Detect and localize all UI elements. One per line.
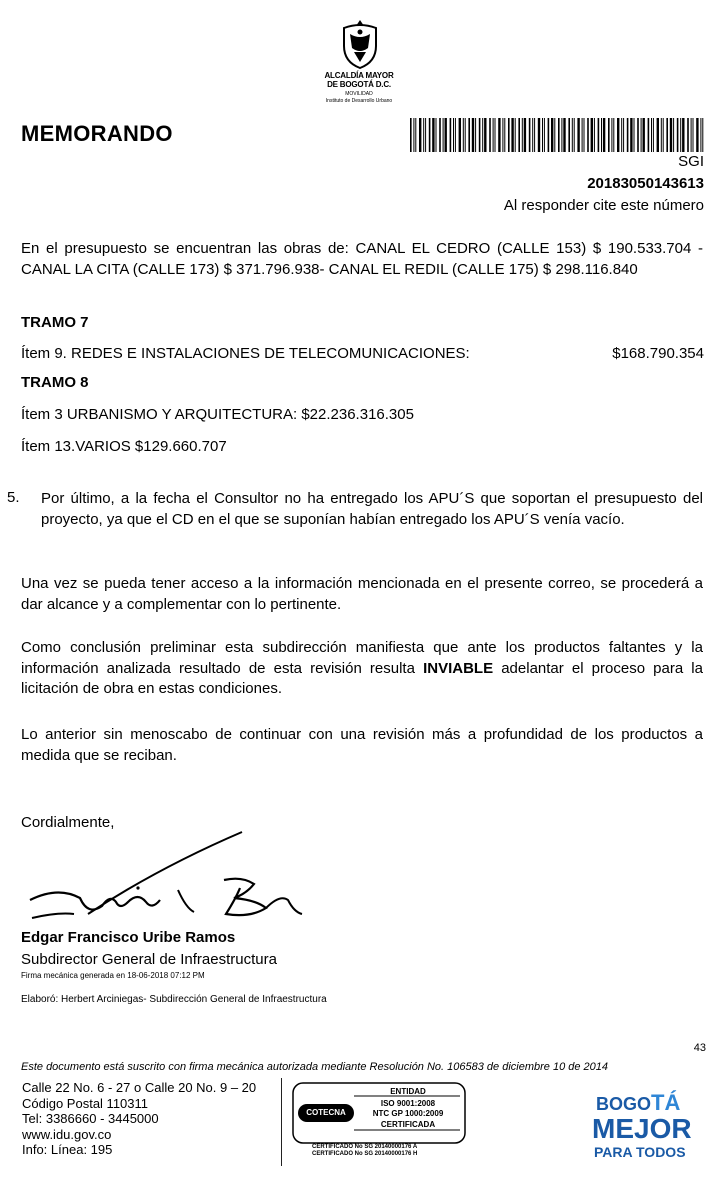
barcode-bar	[696, 118, 698, 152]
barcode-bar	[410, 118, 412, 152]
barcode-bar	[558, 118, 560, 152]
barcode-bar	[548, 118, 550, 152]
barcode-bar	[682, 118, 684, 152]
barcode-bar	[621, 118, 622, 152]
barcode-bar	[582, 118, 583, 152]
ref-note: Al responder cite este número	[503, 197, 704, 214]
logo-word-bogota: BOGOTÁ	[596, 1090, 681, 1115]
org-institute: Instituto de Desarrollo Urbano	[325, 98, 393, 104]
barcode-bar	[617, 118, 619, 152]
logo-word-para-todos: PARA TODOS	[594, 1144, 686, 1160]
barcode-bar	[577, 118, 579, 152]
barcode-bar	[663, 118, 664, 152]
item-13-line: Ítem 13.VARIOS $129.660.707	[21, 438, 227, 455]
point-5-number: 5.	[7, 489, 20, 506]
mechanical-signature-note: Firma mecánica generada en 18-06-2018 07:12 PM	[21, 971, 205, 980]
barcode-bar	[542, 118, 543, 152]
page-number: 43	[693, 1042, 706, 1054]
signatory-role: Subdirector General de Infraestructura	[21, 951, 277, 968]
certification-seal	[292, 1082, 466, 1160]
item-9-value: $168.790.354	[612, 345, 704, 362]
barcode-bar	[693, 118, 694, 152]
closing: Cordialmente,	[21, 814, 115, 831]
barcode-bar	[574, 118, 575, 152]
cert-code-2: CERTIFICADO No SG 20140000176 H	[312, 1151, 418, 1157]
address-block: Calle 22 No. 6 - 27 o Calle 20 No. 9 – 20 Código Postal 110311 Tel: 3386660 - 3445000 www.idu.gov.co Info: Línea: 195	[22, 1080, 257, 1157]
item-3-line: Ítem 3 URBANISMO Y ARQUITECTURA: $22.236.316.305	[21, 406, 414, 423]
barcode-bar	[472, 118, 474, 152]
barcode-bar	[568, 118, 570, 152]
barcode-bar	[415, 118, 416, 152]
barcode	[410, 118, 705, 152]
cert-code-1: CERTIFICADO No SG 20140000176 A	[312, 1144, 418, 1150]
barcode-bar	[563, 118, 565, 152]
barcode-bar	[529, 118, 531, 152]
barcode-bar	[534, 118, 535, 152]
barcode-bar	[651, 118, 652, 152]
barcode-bar	[643, 118, 645, 152]
cert-ntc: NTC GP 1000:2009	[372, 1109, 444, 1118]
barcode-bar	[623, 118, 624, 152]
barcode-bar	[511, 118, 513, 152]
barcode-bar	[450, 118, 452, 152]
barcode-bar	[436, 118, 437, 152]
ref-code: SGI	[678, 153, 704, 170]
cert-entity: ENTIDAD	[390, 1087, 426, 1096]
barcode-bar	[680, 118, 681, 152]
barcode-bar	[598, 118, 600, 152]
legal-note: Este documento está suscrito con firma mecánica autorizada mediante Resolución No. 106583 de diciembre 10 de 2014	[21, 1061, 609, 1073]
barcode-bar	[453, 118, 454, 152]
barcode-bar	[468, 118, 470, 152]
barcode-bar	[538, 118, 540, 152]
org-division: MOVILIDAD	[345, 91, 373, 97]
barcode-bar	[603, 118, 605, 152]
barcode-bar	[572, 118, 573, 152]
inviable-emphasis: INVIABLE	[423, 659, 494, 677]
footer-divider	[281, 1078, 282, 1166]
barcode-bar	[653, 118, 654, 152]
barcode-bar	[495, 118, 496, 152]
tramo-7-heading: TRAMO 7	[21, 314, 89, 331]
barcode-bar	[613, 118, 614, 152]
barcode-bar	[493, 118, 494, 152]
barcode-bar	[484, 118, 486, 152]
barcode-bar	[413, 118, 414, 152]
prepared-by: Elaboró: Herbert Arciniegas- Subdirección General de Infraestructura	[21, 994, 327, 1005]
barcode-bar	[661, 118, 662, 152]
barcode-bar	[425, 118, 426, 152]
barcode-bar	[419, 118, 421, 152]
barcode-bar	[687, 118, 689, 152]
barcode-bar	[455, 118, 456, 152]
barcode-bar	[504, 118, 505, 152]
barcode-bar	[429, 118, 431, 152]
tramo-8-heading: TRAMO 8	[21, 374, 89, 391]
barcode-bar	[463, 118, 464, 152]
barcode-bar	[445, 118, 447, 152]
barcode-bar	[489, 118, 491, 152]
cert-certified: CERTIFICADA	[380, 1120, 436, 1129]
barcode-bar	[648, 118, 650, 152]
budget-paragraph: En el presupuesto se encuentran las obras de: CANAL EL CEDRO (CALLE 153) $ 190.533.704 -CANAL LA CITA (CALLE 173) $ 371.796.938- CANAL EL REDIL (CALLE 175) $ 298.116.840	[21, 240, 703, 278]
barcode-bar	[524, 118, 526, 152]
barcode-bar	[594, 118, 595, 152]
barcode-bar	[591, 118, 593, 152]
barcode-bar	[532, 118, 533, 152]
barcode-bar	[677, 118, 679, 152]
org-name: ALCALDÍA MAYOR DE BOGOTÁ D.C.	[324, 71, 394, 89]
point-5-text: Por último, a la fecha el Consultor no ha entregado los APU´S que soportan el presupuesto del proyecto, ya que el CD en el que se suponían habían entregado los APU´S venía vacío.	[41, 490, 703, 528]
barcode-bar	[666, 118, 668, 152]
barcode-bar	[657, 118, 659, 152]
barcode-bar	[637, 118, 639, 152]
barcode-bar	[641, 118, 642, 152]
barcode-bar	[465, 118, 466, 152]
barcode-bar	[475, 118, 476, 152]
barcode-bar	[518, 118, 520, 152]
barcode-bar	[587, 118, 589, 152]
bogota-mejor-logo	[590, 1090, 708, 1166]
barcode-bar	[443, 118, 444, 152]
barcode-bar	[544, 118, 545, 152]
access-paragraph: Una vez se pueda tener acceso a la información mencionada en el presente correo, se procederá a dar alcance y a complementar con lo pertinente.	[21, 575, 703, 613]
barcode-bar	[479, 118, 481, 152]
barcode-bar	[584, 118, 585, 152]
barcode-bar	[702, 118, 703, 152]
handwritten-signature	[28, 828, 308, 923]
cert-iso: ISO 9001:2008	[380, 1099, 436, 1108]
ref-number: 20183050143613	[587, 175, 704, 192]
barcode-bar	[630, 118, 632, 152]
barcode-bar	[551, 118, 553, 152]
signatory-name: Edgar Francisco Uribe Ramos	[21, 929, 236, 946]
barcode-bar	[515, 118, 516, 152]
barcode-bar	[700, 118, 701, 152]
barcode-bar	[673, 118, 674, 152]
logo-word-mejor: MEJOR	[592, 1113, 692, 1144]
barcode-bar	[627, 118, 629, 152]
barcode-bar	[634, 118, 635, 152]
barcode-bar	[508, 118, 510, 152]
barcode-bar	[554, 118, 555, 152]
conclusion-paragraph: Como conclusión preliminar esta subdirección manifiesta que ante los productos faltantes y la información analizada resultado de esta revisión resulta INVIABLE adelantar el proceso para la licitación de obra en estas condiciones.	[21, 639, 703, 697]
barcode-bar	[502, 118, 503, 152]
barcode-bar	[423, 118, 424, 152]
barcode-bar	[601, 118, 602, 152]
coat-of-arms-icon	[336, 18, 384, 70]
barcode-bar	[482, 118, 483, 152]
barcode-bar	[439, 118, 441, 152]
barcode-bar	[611, 118, 612, 152]
item-9-label: Ítem 9. REDES E INSTALACIONES DE TELECOMUNICACIONES:	[21, 345, 470, 362]
barcode-bar	[459, 118, 461, 152]
document-title: MEMORANDO	[21, 121, 173, 146]
barcode-bar	[691, 118, 692, 152]
barcode-bar	[522, 118, 523, 152]
barcode-bar	[498, 118, 500, 152]
barcode-bar	[608, 118, 610, 152]
barcode-bar	[432, 118, 434, 152]
followup-paragraph: Lo anterior sin menoscabo de continuar con una revisión más a profundidad de los productos a medida que se reciban.	[21, 726, 703, 764]
cert-brand: COTECNA	[306, 1108, 346, 1117]
barcode-bar	[561, 118, 562, 152]
barcode-bar	[670, 118, 672, 152]
